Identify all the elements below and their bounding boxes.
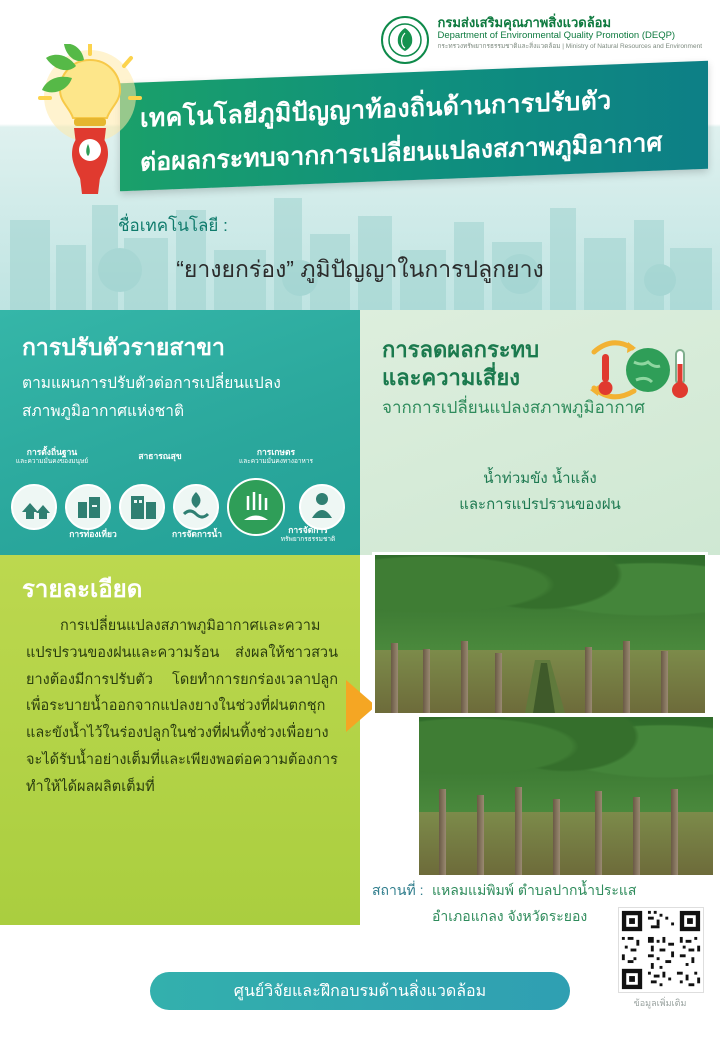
- title-line-2: ต่อผลกระทบจากการเปลี่ยนแปลงสภาพภูมิอากาศ: [140, 128, 663, 177]
- location-line-2: อำเภอแกลง จังหวัดระยอง: [432, 908, 588, 924]
- impact-panel-title-1: การลดผลกระทบ: [382, 337, 540, 362]
- sector-label-tourism: การท่องเที่ยว: [69, 529, 117, 539]
- qr-caption: ข้อมูลเพิ่มเติม: [633, 998, 687, 1008]
- tech-name-value: “ยางยกร่อง” ภูมิปัญญาในการปลูกยาง: [176, 256, 544, 282]
- org-name-th: กรมส่งเสริมคุณภาพสิ่งแวดล้อม: [437, 15, 612, 30]
- impact-panel-subtitle: จากการเปลี่ยนแปลงสภาพภูมิอากาศ: [382, 398, 645, 417]
- impact-reduction-panel: [360, 310, 720, 555]
- risk-line-1: น้ำท่วมขัง น้ำแล้ง: [483, 470, 597, 487]
- adaptation-panel-sub-1: ตามแผนการปรับตัวต่อการเปลี่ยนแปลง: [22, 375, 281, 392]
- location-label: สถานที่ :: [372, 882, 424, 898]
- lightbulb-leaf-pin-icon: [28, 44, 144, 194]
- impact-panel-title-2: และความเสี่ยง: [382, 365, 520, 390]
- rubber-plantation-photo-2: [416, 714, 716, 878]
- org-logo-block: [381, 16, 702, 64]
- tech-name-label: ชื่อเทคโนโลยี :: [118, 216, 228, 235]
- sector-label-water: การจัดการน้ำ: [171, 529, 223, 539]
- adaptation-panel-sub-2: สภาพภูมิอากาศแห่งชาติ: [22, 403, 185, 420]
- qr-code-icon[interactable]: [618, 907, 704, 993]
- sector-label-health: สาธารณสุข: [138, 451, 182, 461]
- adaptation-panel-title: การปรับตัวรายสาขา: [22, 334, 225, 360]
- footer-text: ศูนย์วิจัยและฝึกอบรมด้านสิ่งแวดล้อม: [233, 982, 487, 1000]
- details-body: การเปลี่ยนแปลงสภาพภูมิอากาศและความแปรปรวนของฝนและความร้อน ส่งผลให้ชาวสวนยางต้องมีการปรับตัว โดยทำการยกร่องเวลาปลูกเพื่อระบายน้ำออกจากแปลงยางในช่วงที่ฝนตกชุก และขังน้ำไว้ในร่องปลูกในช่วงที่ฝนทิ้งช่วงเพื่อยางจะได้รับน้ำอย่างเต็มที่และเพียงพอต่อความต้องการ ทำให้ได้ผลผลิตเต็มที่: [26, 618, 338, 795]
- location-line-1: แหลมแม่พิมพ์ ตำบลปากน้ำประแส: [432, 882, 637, 898]
- rubber-plantation-photo-1: [372, 552, 708, 716]
- footer-organization-pill: [150, 972, 570, 1010]
- sector-label-settlement: การตั้งถิ่นฐาน และความมั่นคงของมนุษย์: [15, 447, 89, 465]
- risk-line-2: และการแปรปรวนของฝน: [459, 496, 621, 513]
- details-block: [0, 555, 360, 925]
- sector-label-agriculture: การเกษตร และความมั่นคงทางอาหาร: [239, 447, 313, 465]
- org-name-en: Department of Environmental Quality Promotion (DEQP): [437, 29, 676, 41]
- details-title: รายละเอียด: [22, 576, 143, 603]
- sector-icon-strip: [0, 448, 360, 555]
- deqp-seal-icon: [381, 16, 429, 64]
- globe-thermometer-icon: [576, 330, 696, 410]
- org-ministry: กระทรวงทรัพยากรธรรมชาติและสิ่งแวดล้อม | Ministry of Natural Resources and Environment: [437, 42, 702, 50]
- qr-block[interactable]: [618, 907, 702, 1010]
- sector-label-natural-resources: การจัดการ ทรัพยากรธรรมชาติ: [280, 525, 336, 543]
- title-line-1: เทคโนโลยีภูมิปัญญาท้องถิ่นด้านการปรับตัว: [140, 86, 612, 133]
